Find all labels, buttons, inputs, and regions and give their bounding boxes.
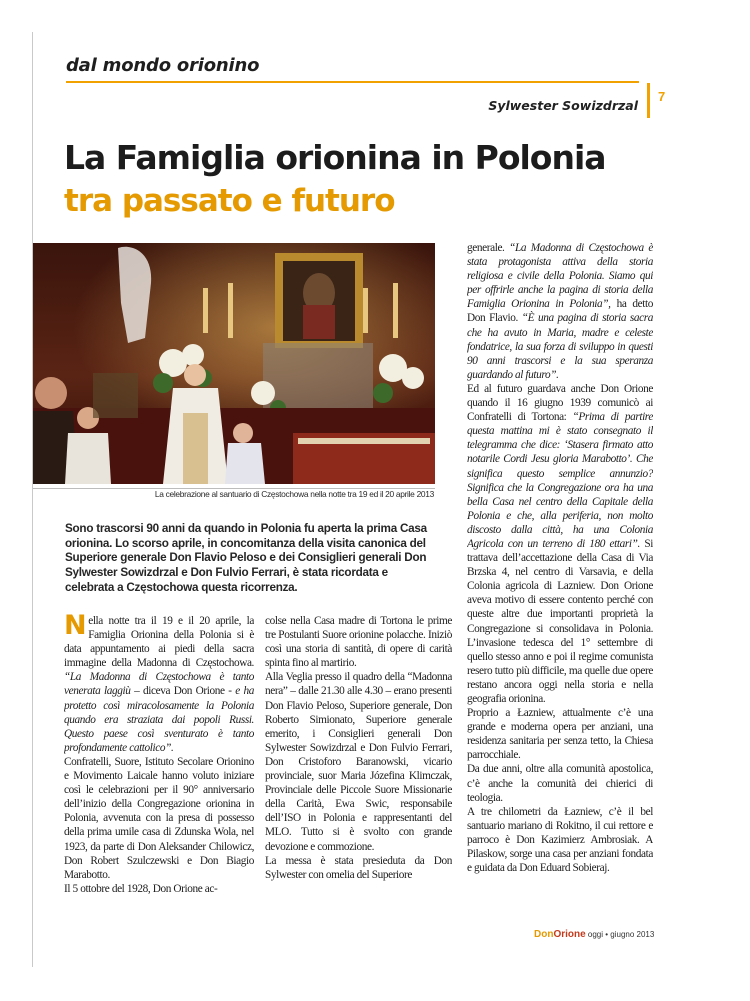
- page-number: 7: [658, 89, 666, 104]
- body-paragraph: A tre chilometri da Łazniew, c’è il bel santuario mariano di Rokitno, il cui rettore e parroco è Don Kazimierz Ambrosiak. A Pilaskow, sorge una casa per anziani fondata e guidata da Don Eduard Sobieraj.: [467, 805, 653, 875]
- body-text: Ed al futuro guardava anche Don Orione quando il 16 giugno 1939 comunicò ai Confratelli di Tortona:: [467, 382, 653, 424]
- body-paragraph: colse nella Casa madre di Tortona le prime tre Postulanti Suore orionine polacche. Iniziò così una storia di santità, di opere di carità spinta fino al martirio.: [265, 615, 452, 670]
- footer-issue: oggi • giugno 2013: [585, 930, 655, 939]
- body-paragraph: [467, 241, 653, 382]
- quote-text: “È una pagina di storia sacra che ha avuto in Maria, madre e celeste fondatrice, la sua forza di sviluppo in questi 90 anni trascorsi e la sua speranza guardando al futuro”.: [467, 312, 653, 381]
- drop-cap: N: [64, 614, 87, 641]
- body-text: Si trattava dell’accettazione della Casa di Via Brzska 4, nel centro di Varsavia, e della Colonia agricola di Lazniew. Don Orione aveva motivo di essere contento perché con queste altre due importanti proprietà la Congregazione si consolidava in Polonia. L’invasione tedesca del 1° settembre di quello stesso anno e poi il regime comunista resero tutto più difficile, ma quelle due opere restano ancora oggi nella storia e nella geografia orionina.: [467, 537, 653, 705]
- quote-text: “La Madonna di Częstochowa è tanto venerata laggiù: [64, 671, 254, 698]
- author-name: Sylwester Sowizdrzal: [488, 98, 638, 113]
- body-paragraph: [64, 614, 254, 755]
- body-column-1: [64, 614, 254, 914]
- article-subtitle: tra passato e futuro: [64, 183, 395, 219]
- magazine-footer: [534, 929, 654, 940]
- body-paragraph: [467, 382, 653, 706]
- section-title: dal mondo orionino: [66, 55, 260, 76]
- body-column-2: [265, 614, 452, 914]
- body-paragraph: Proprio a Łazniew, attualmente c’è una grande e moderna opera per anziani, una residenza sanitaria per senza tetto, la Chiesa parrocchiale.: [467, 707, 653, 762]
- lead-paragraph: Sono trascorsi 90 anni da quando in Polonia fu aperta la prima Casa orionina. Lo scorso aprile, in concomitanza della visita canonica del Superiore generale Don Flavio Peloso e dei Consiglieri generali Don Sylwester Sowizdrzal e Don Fulvio Ferrari, è stata ricordata e celebrata a Częstochowa questa ricorrenza.: [65, 522, 427, 594]
- quote-text: “La Madonna di Częstochowa è stata protagonista attiva della storia religiosa e civile della Polonia. Siamo qui per offrirle anche la pagina di storia della Famiglia Orionina in Polonia”,: [467, 242, 653, 311]
- brand-don: Don: [534, 929, 554, 940]
- quote-text: e ha protetto così miracolosamente la Polonia quando era straziata dai popoli Russi. Questo paese così sventurato è tanto profondamente cattolico”.: [64, 685, 254, 754]
- body-paragraph: Il 5 ottobre del 1928, Don Orione ac-: [64, 882, 218, 895]
- article-title: La Famiglia orionina in Polonia: [64, 138, 606, 177]
- quote-text: “Prima di partire questa mattina mi è stato consegnato il telegramma che dice: ‘Stasera firmato atto notarile Cordi Jesu gloria Marabotto’. Che significa questo semplice annunzio? Significa che la Congregazione ora ha una bella Casa nel centro della Capitale della Polonia e che, alla periferia, non molto discosto dalla città, ha una Colonia Agricola con un terreno di 180 ettari”.: [467, 411, 653, 550]
- body-paragraph: La messa è stata presieduta da Don Sylwester con omelia del Superiore: [265, 854, 452, 881]
- body-paragraph: Alla Veglia presso il quadro della “Madonna nera” – dalle 21.30 alle 4.30 – erano presenti Don Flavio Peloso, Superiore generale, Don Roberto Simionato, Superiore generale emerito, i Consiglieri generali Don Sylwester Sowizdrzal e Don Fulvio Ferrari, Don Cristoforo Baranowski, vicario provinciale, suor Maria Józefina Klimczak, Provinciale delle Piccole Suore Missionarie della Carità, Ewa Swic, responsabile dell’ISO in Polonia e rappresentanti del MLO. Tutto si è svolto con grande devozione e commozione.: [265, 671, 452, 853]
- brand-orione: Orione: [553, 929, 586, 940]
- body-column-3: [467, 241, 653, 913]
- body-text: generale.: [467, 242, 510, 254]
- body-text: ha detto Don Flavio.: [467, 298, 653, 325]
- header-rule: [66, 81, 639, 83]
- body-paragraph: Confratelli, Suore, Istituto Secolare Orionino e Movimento Laicale hanno voluto iniziare così le celebrazioni per il 90° anniversario dell’inizio della Congregazione orionina in Polonia, avvenuta con la presa di possesso della prima umile casa di Zdunska Wola, nel 1923, da parte di Don Aleksander Chilowicz, Don Robert Szulczewski e Don Biagio Marabotto.: [64, 755, 254, 881]
- body-paragraph: Da due anni, oltre alla comunità apostolica, c’è anche la comunità dei chierici di teologia.: [467, 763, 653, 804]
- body-text: – diceva Don Orione -: [130, 685, 236, 698]
- article-photo: [33, 243, 435, 484]
- body-text: ella notte tra il 19 e il 20 aprile, la Famiglia Orionina della Polonia si è data appuntamento ai piedi della sacra immagine della Madonna di Częstochowa.: [64, 615, 254, 670]
- photo-caption: La celebrazione al santuario di Częstochowa nella notte tra 19 ed il 20 aprile 2013: [154, 489, 434, 499]
- margin-line: [32, 32, 33, 967]
- page-number-bar: [647, 83, 650, 118]
